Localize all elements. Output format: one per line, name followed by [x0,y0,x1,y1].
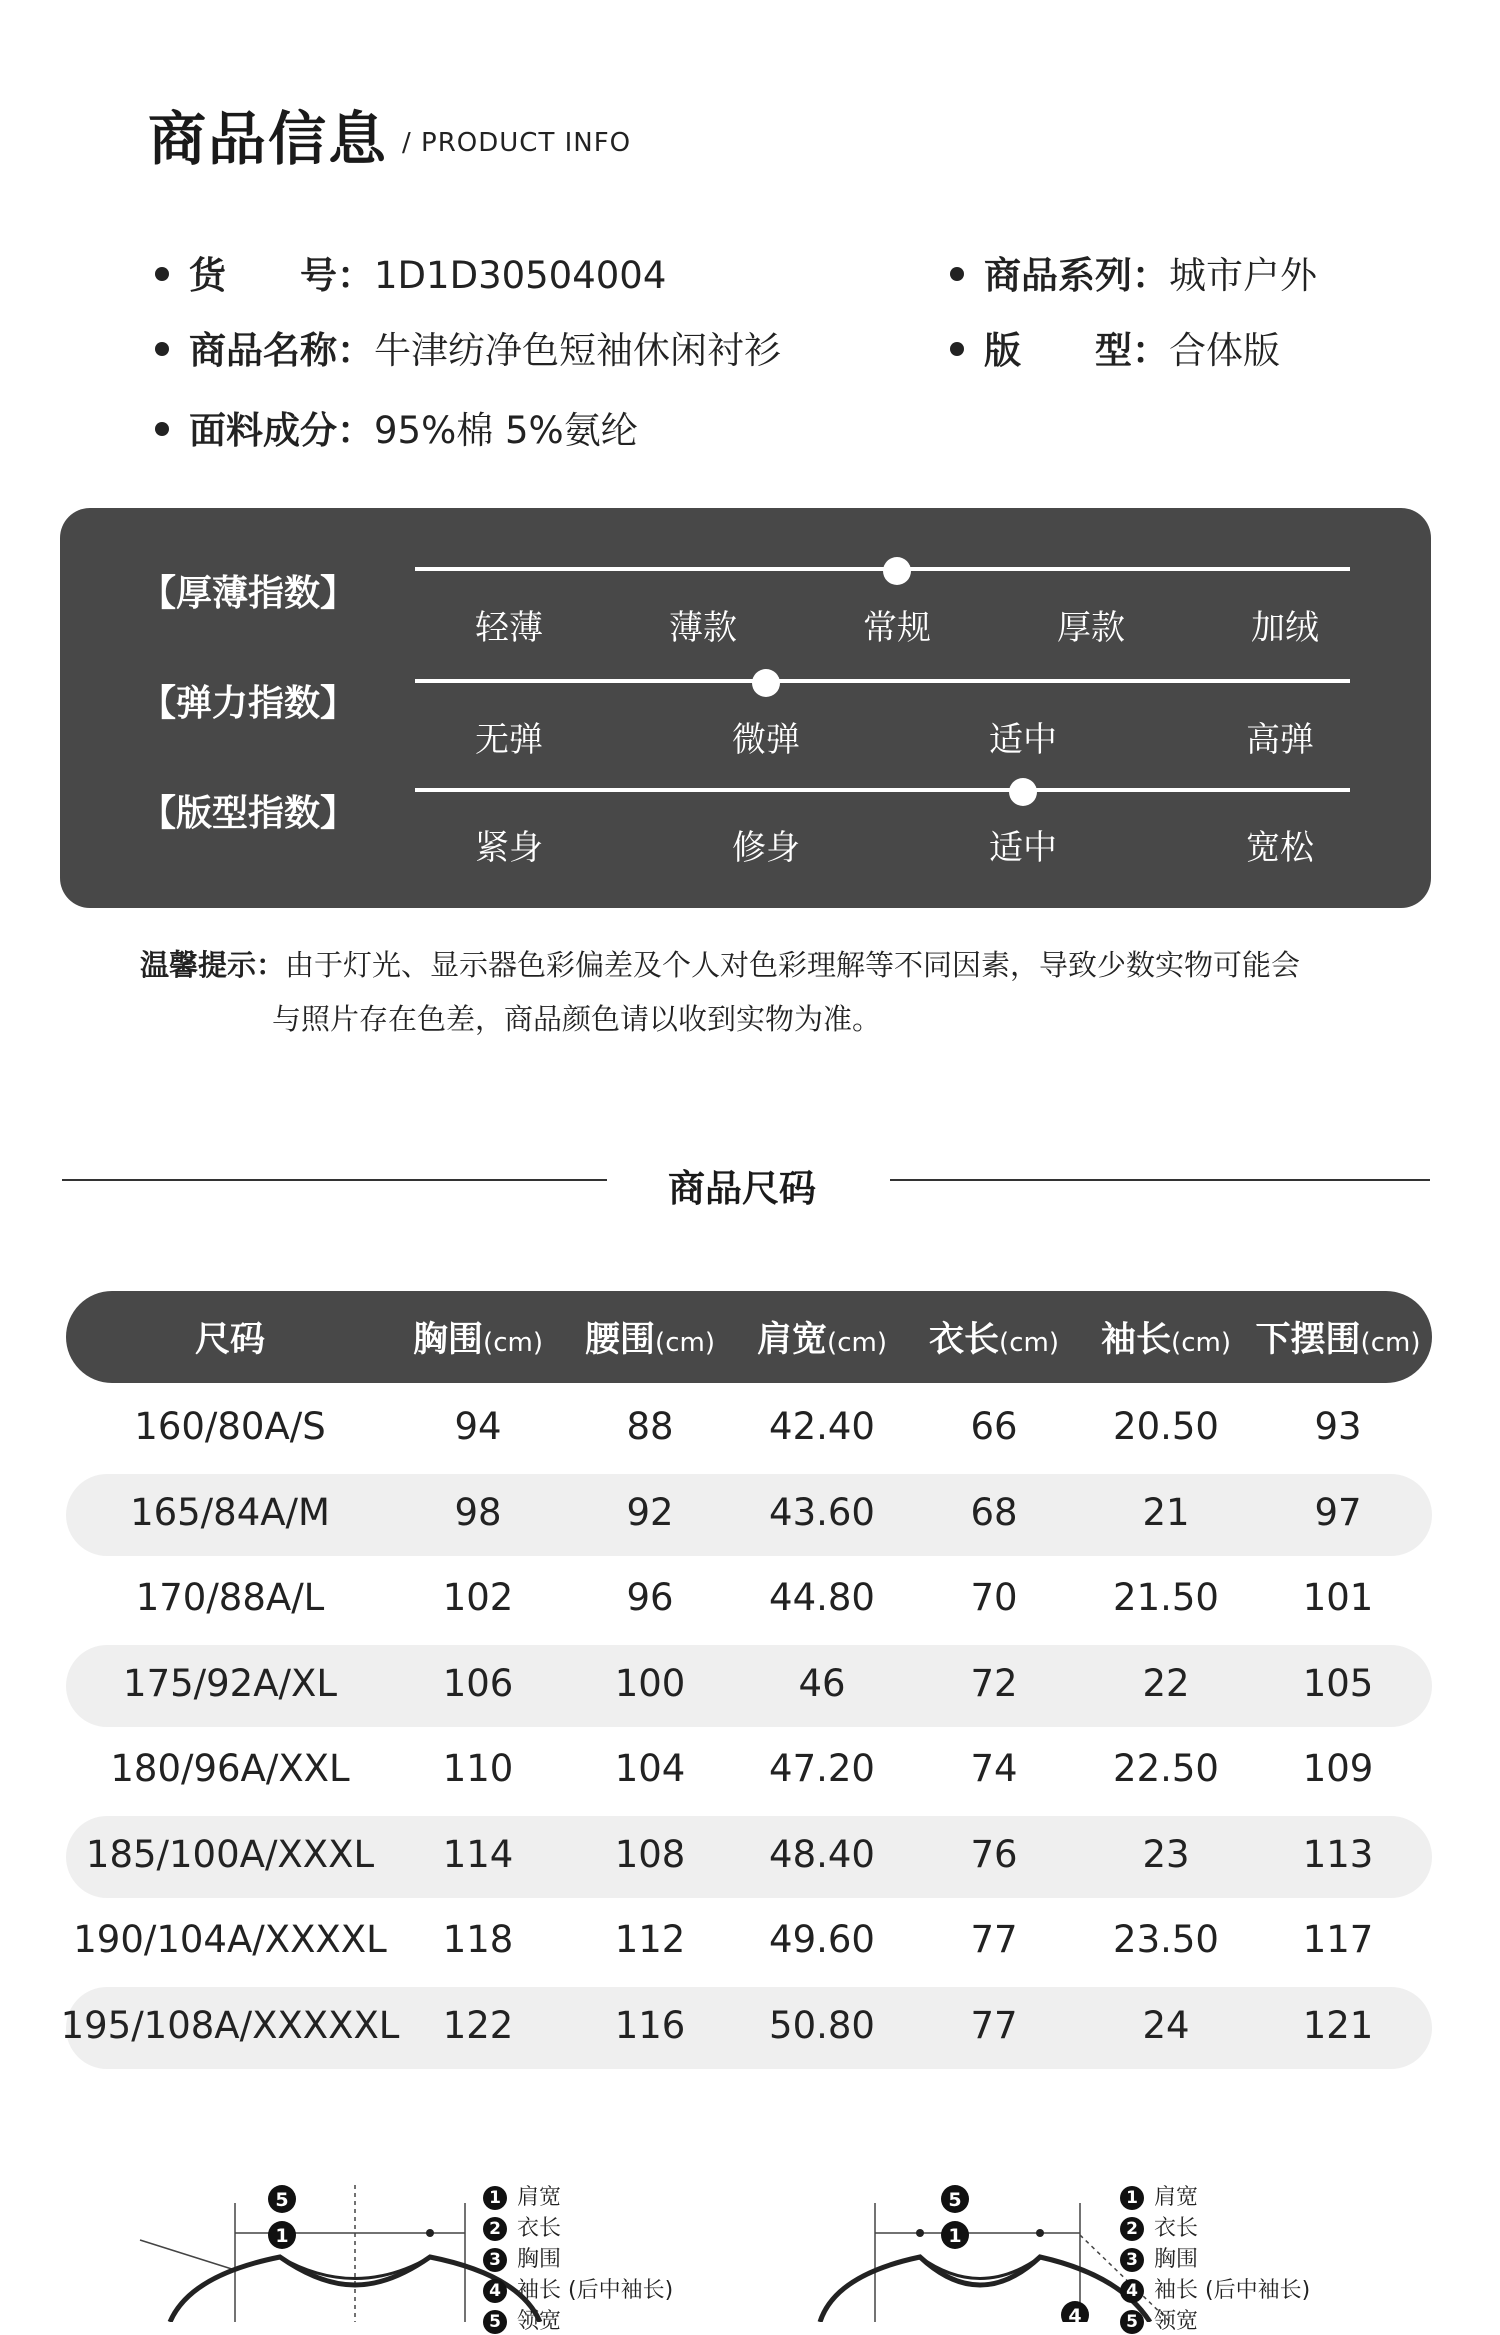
legend-number-badge: 1 [1120,2186,1144,2210]
measurement-cell: 21 [1142,1490,1190,1534]
legend-item [483,2211,673,2242]
measurement-cell: 66 [970,1405,1018,1448]
measurement-cell: 106 [442,1661,514,1705]
measurement-cell: 98 [454,1490,502,1534]
measurement-cell: 110 [442,1747,514,1790]
legend-text: 胸围 [517,2247,562,2272]
measurement-cell: 47.20 [769,1747,875,1790]
column-unit: (cm) [655,1328,715,1358]
info-value: 合体版 [1169,329,1280,372]
size-label-cell: 190/104A/XXXXL [73,1918,387,1961]
fit-option: 适中 [989,828,1057,868]
measurement-cell: 24 [1142,2003,1190,2047]
column-name: 腰围 [585,1320,656,1360]
column-name: 尺码 [194,1320,266,1360]
diagram-legend-right [1120,2180,1310,2335]
measurement-cell: 76 [970,1832,1018,1876]
size-table-header-cell [585,1312,715,1362]
elasticity-index-marker [752,669,780,697]
measurement-cell: 112 [614,1918,686,1961]
page-title: 商品信息 [148,105,389,173]
measurement-cell: 48.40 [769,1832,875,1876]
divider-right [890,1179,1430,1181]
info-item-fabric [155,400,638,454]
info-label: 版 型： [984,329,1169,372]
column-unit: (cm) [1360,1328,1421,1358]
elasticity-index-title: 【弹力指数】 [140,683,357,724]
info-value: 城市户外 [1169,254,1317,297]
measurement-cell: 21.50 [1113,1576,1219,1619]
size-table-header-cell [929,1312,1059,1362]
elasticity-option: 无弹 [475,720,543,760]
measurement-cell: 116 [614,2003,686,2047]
measurement-cell: 77 [970,1918,1018,1961]
measurement-cell: 104 [614,1747,686,1790]
legend-number-badge: 2 [483,2217,507,2241]
measurement-cell: 43.60 [769,1490,875,1534]
legend-item [1120,2242,1310,2273]
measurement-cell: 22 [1142,1661,1190,1705]
legend-number-badge: 5 [483,2310,507,2334]
measurement-cell: 44.80 [769,1576,875,1619]
measurement-cell: 122 [442,2003,514,2047]
column-unit: (cm) [999,1328,1059,1358]
legend-text: 肩宽 [1154,2185,1199,2210]
size-table-header-cell [413,1312,543,1362]
legend-text: 衣长 [517,2216,562,2241]
measurement-cell: 100 [614,1661,686,1705]
measurement-cell: 113 [1302,1832,1374,1876]
info-value: 牛津纺净色短袖休闲衬衫 [374,329,781,372]
measurement-cell: 20.50 [1113,1405,1219,1448]
legend-item [483,2242,673,2273]
legend-text: 肩宽 [517,2185,562,2210]
measurement-cell: 72 [970,1661,1018,1705]
legend-number-badge: 5 [1120,2310,1144,2334]
info-value: 95%棉 5%氨纶 [374,409,638,452]
legend-text: 胸围 [1154,2247,1199,2272]
info-label: 面料成分： [189,409,374,452]
size-label-cell: 175/92A/XL [123,1661,337,1705]
measurement-cell: 101 [1302,1576,1374,1619]
measurement-cell: 74 [970,1747,1018,1790]
legend-item [1120,2180,1310,2211]
thickness-index-title: 【厚薄指数】 [140,573,357,614]
tip-label: 温馨提示： [140,948,286,982]
column-unit: (cm) [827,1328,887,1358]
measurement-cell: 22.50 [1113,1747,1219,1790]
svg-text:1: 1 [948,2225,962,2247]
tip-line-2: 与照片存在色差，商品颜色请以收到实物为准。 [272,1002,882,1036]
measurement-cell: 108 [614,1832,686,1876]
size-table-header-cell [757,1312,887,1362]
elasticity-index-track [415,679,1350,683]
measurement-cell: 88 [626,1405,674,1448]
measurement-cell: 93 [1314,1405,1362,1448]
measurement-cell: 105 [1302,1661,1374,1705]
measurement-cell: 68 [970,1490,1018,1534]
size-label-cell: 180/96A/XXL [110,1747,350,1790]
legend-number-badge: 3 [1120,2248,1144,2272]
bullet-icon [155,267,169,281]
tip-line-1 [140,943,1300,984]
measurement-cell: 70 [970,1576,1018,1619]
measurement-cell: 49.60 [769,1918,875,1961]
legend-text: 领宽 [1154,2309,1199,2334]
fit-option: 修身 [732,828,800,868]
size-table-header-cell [195,1312,265,1362]
svg-text:1: 1 [275,2225,289,2247]
fit-index-track [415,788,1350,792]
measurement-cell: 94 [454,1405,502,1448]
legend-item [483,2304,673,2335]
column-unit: (cm) [483,1328,543,1358]
measurement-cell: 23.50 [1113,1918,1219,1961]
info-label: 商品系列： [984,254,1169,297]
measurement-cell: 117 [1302,1918,1374,1961]
fit-index-title: 【版型指数】 [140,793,357,834]
measurement-cell: 96 [626,1576,674,1619]
legend-number-badge: 4 [1120,2279,1144,2303]
measurement-cell: 92 [626,1490,674,1534]
measurement-cell: 23 [1142,1832,1190,1876]
legend-number-badge: 2 [1120,2217,1144,2241]
size-table-header-cell [1256,1312,1421,1362]
info-item-series [950,245,1317,299]
legend-item [483,2180,673,2211]
legend-item [1120,2304,1310,2335]
bullet-icon [950,342,964,356]
measurement-cell: 121 [1302,2003,1374,2047]
thickness-option: 厚款 [1057,608,1125,648]
legend-text: 袖长 (后中袖长) [517,2278,674,2303]
measurement-cell: 77 [970,2003,1018,2047]
thickness-option: 常规 [863,608,931,648]
column-name: 肩宽 [757,1320,828,1360]
bullet-icon [155,422,169,436]
legend-number-badge: 1 [483,2186,507,2210]
column-name: 胸围 [413,1320,484,1360]
size-section-title: 商品尺码 [668,1167,816,1210]
thickness-index-marker [883,557,911,585]
info-item-sku [155,245,666,299]
column-unit: (cm) [1171,1328,1231,1358]
legend-text: 衣长 [1154,2216,1199,2241]
column-name: 下摆围 [1255,1320,1361,1360]
thickness-option: 薄款 [669,608,737,648]
size-label-cell: 160/80A/S [134,1405,326,1448]
diagram-legend-left [483,2180,673,2335]
measurement-cell: 109 [1302,1747,1374,1790]
info-value: 1D1D30504004 [374,254,667,297]
info-label: 商品名称： [189,329,374,372]
measurement-cell: 42.40 [769,1405,875,1448]
divider-left [62,1179,607,1181]
thickness-option: 轻薄 [475,608,543,648]
svg-text:5: 5 [275,2189,289,2211]
size-label-cell: 165/84A/M [130,1490,330,1534]
legend-item [483,2273,673,2304]
bullet-icon [155,342,169,356]
column-name: 袖长 [1101,1320,1172,1360]
elasticity-option: 高弹 [1246,720,1314,760]
bullet-icon [950,267,964,281]
measurement-cell: 114 [442,1832,514,1876]
measurement-cell: 50.80 [769,2003,875,2047]
svg-text:5: 5 [948,2189,962,2211]
elasticity-option: 微弹 [732,720,800,760]
measurement-cell: 118 [442,1918,514,1961]
legend-number-badge: 4 [483,2279,507,2303]
legend-item [1120,2211,1310,2242]
tip-text: 由于灯光、显示器色彩偏差及个人对色彩理解等不同因素，导致少数实物可能会 [285,948,1301,982]
page-subtitle: / PRODUCT INFO [402,128,632,158]
size-label-cell: 195/108A/XXXXXL [60,2003,400,2047]
legend-text: 袖长 (后中袖长) [1154,2278,1311,2303]
size-label-cell: 170/88A/L [135,1576,325,1619]
thickness-option: 加绒 [1251,608,1319,648]
measurement-cell: 97 [1314,1490,1362,1534]
elasticity-option: 适中 [989,720,1057,760]
svg-text:4: 4 [1068,2305,1082,2322]
fit-option: 紧身 [475,828,543,868]
legend-text: 领宽 [517,2309,562,2334]
info-item-name [155,320,781,374]
column-name: 衣长 [929,1320,1000,1360]
fit-index-marker [1009,778,1037,806]
measurement-cell: 102 [442,1576,514,1619]
size-label-cell: 185/100A/XXXL [85,1832,375,1876]
legend-item [1120,2273,1310,2304]
measurement-cell: 46 [798,1661,846,1705]
size-table-header-cell [1101,1312,1231,1362]
info-label: 货 号： [189,254,374,297]
info-item-fit [950,320,1280,374]
legend-number-badge: 3 [483,2248,507,2272]
fit-option: 宽松 [1246,828,1314,868]
